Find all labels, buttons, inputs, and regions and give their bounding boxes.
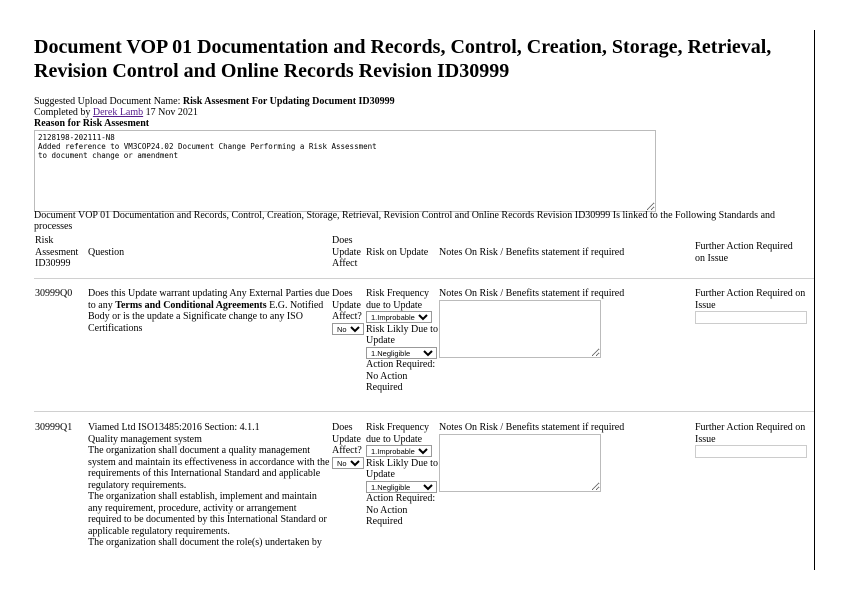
notes-textarea[interactable] [439,434,601,492]
page-title: Document VOP 01 Documentation and Records, Control, Creation, Storage, Retrieval, Revision Control and Online Records Revision ID30999 [34,36,772,82]
notes-label: Notes On Risk / Benefits statement if required [439,422,625,433]
risk-frequency-select[interactable] [366,445,432,457]
further-action-input[interactable] [695,311,807,324]
completed-label: Completed by [34,107,91,118]
question-text: Does this Update warrant updating Any External Parties due to any [88,288,330,311]
author-link[interactable]: Derek Lamb [92,107,144,118]
upload-name-line [34,96,395,107]
affect-label: Does Update Affect? [332,288,362,322]
header-risk: Risk on Update [366,247,429,258]
page-border-line [814,30,815,570]
risk-likely-select[interactable] [366,481,437,493]
risk-cell [366,288,438,394]
action-required-value: No Action Required [366,504,408,527]
notes-cell [439,422,689,495]
upload-name-label: Suggested Upload Document Name: [34,96,181,107]
row-separator [34,278,814,279]
row-separator [34,411,814,412]
risk-likely-label: Risk Likly Due to Update [366,457,438,480]
header-id: Risk Assesment ID30999 [35,235,79,269]
further-cell [695,288,807,326]
row-id: 30999Q1 [35,422,73,433]
question-line: Quality management system [88,433,202,445]
reason-textarea[interactable] [34,130,656,212]
row-id: 30999Q0 [35,288,73,299]
row-question [88,288,331,334]
risk-cell [366,422,438,528]
header-further: Further Action Required on Issue [695,241,793,264]
action-required-label: Action Required: [366,493,436,504]
affect-label: Does Update Affect? [332,422,362,456]
affect-select[interactable] [332,323,364,335]
affect-select[interactable] [332,457,364,469]
question-line: The organization shall establish, implement and maintain any requirement, procedure, activity or arrangement required to be documented by this International Standard or applicable regulatory requirements. [88,491,327,537]
notes-textarea[interactable] [439,300,601,358]
question-bold-text: Terms and Conditional Agreements [115,299,267,311]
affect-cell [332,288,364,335]
risk-frequency-label: Risk Frequency due to Update [366,422,430,445]
completed-line [34,107,395,118]
action-required-value: No Action Required [366,370,408,393]
notes-label: Notes On Risk / Benefits statement if required [439,288,625,299]
further-action-input[interactable] [695,445,807,458]
upload-name-value: Risk Assesment For Updating Document ID30999 [182,96,395,107]
affect-cell [332,422,364,469]
question-line: The organization shall document a quality management system and maintain its effectiveness in accordance with the requirements of this International Standard and applicable regulatory requirements. [88,445,330,491]
row-question [88,422,331,549]
question-text-cont: E.G. Notified Body or is the update a Significate change to any ISO Certifications [88,299,324,334]
document-meta [34,96,395,129]
table-row [34,288,814,408]
risk-likely-select[interactable] [366,347,437,359]
risk-frequency-select[interactable] [366,311,432,323]
question-line: The organization shall document the role(s) undertaken by [88,537,322,548]
further-label: Further Action Required on Issue [695,422,806,445]
header-notes: Notes On Risk / Benefits statement if required [439,247,625,258]
risk-frequency-label: Risk Frequency due to Update [366,288,430,311]
notes-cell [439,288,689,361]
question-line: Viamed Ltd ISO13485:2016 Section: 4.1.1 [88,422,260,433]
table-header [34,235,814,273]
table-row [34,422,814,572]
further-label: Further Action Required on Issue [695,288,806,311]
risk-likely-label: Risk Likly Due to Update [366,323,438,346]
header-affect: Does Update Affect [332,235,361,269]
header-question: Question [88,247,125,258]
further-cell [695,422,807,460]
completed-date: 17 Nov 2021 [145,107,198,118]
reason-heading: Reason for Risk Assesment [34,118,150,129]
action-required-label: Action Required: [366,359,436,370]
linked-standards-text: Document VOP 01 Documentation and Records, Control, Creation, Storage, Retrieval, Revision Control and Online Records Revision ID30999 Is linked to the Following Standards and processes [34,210,776,232]
